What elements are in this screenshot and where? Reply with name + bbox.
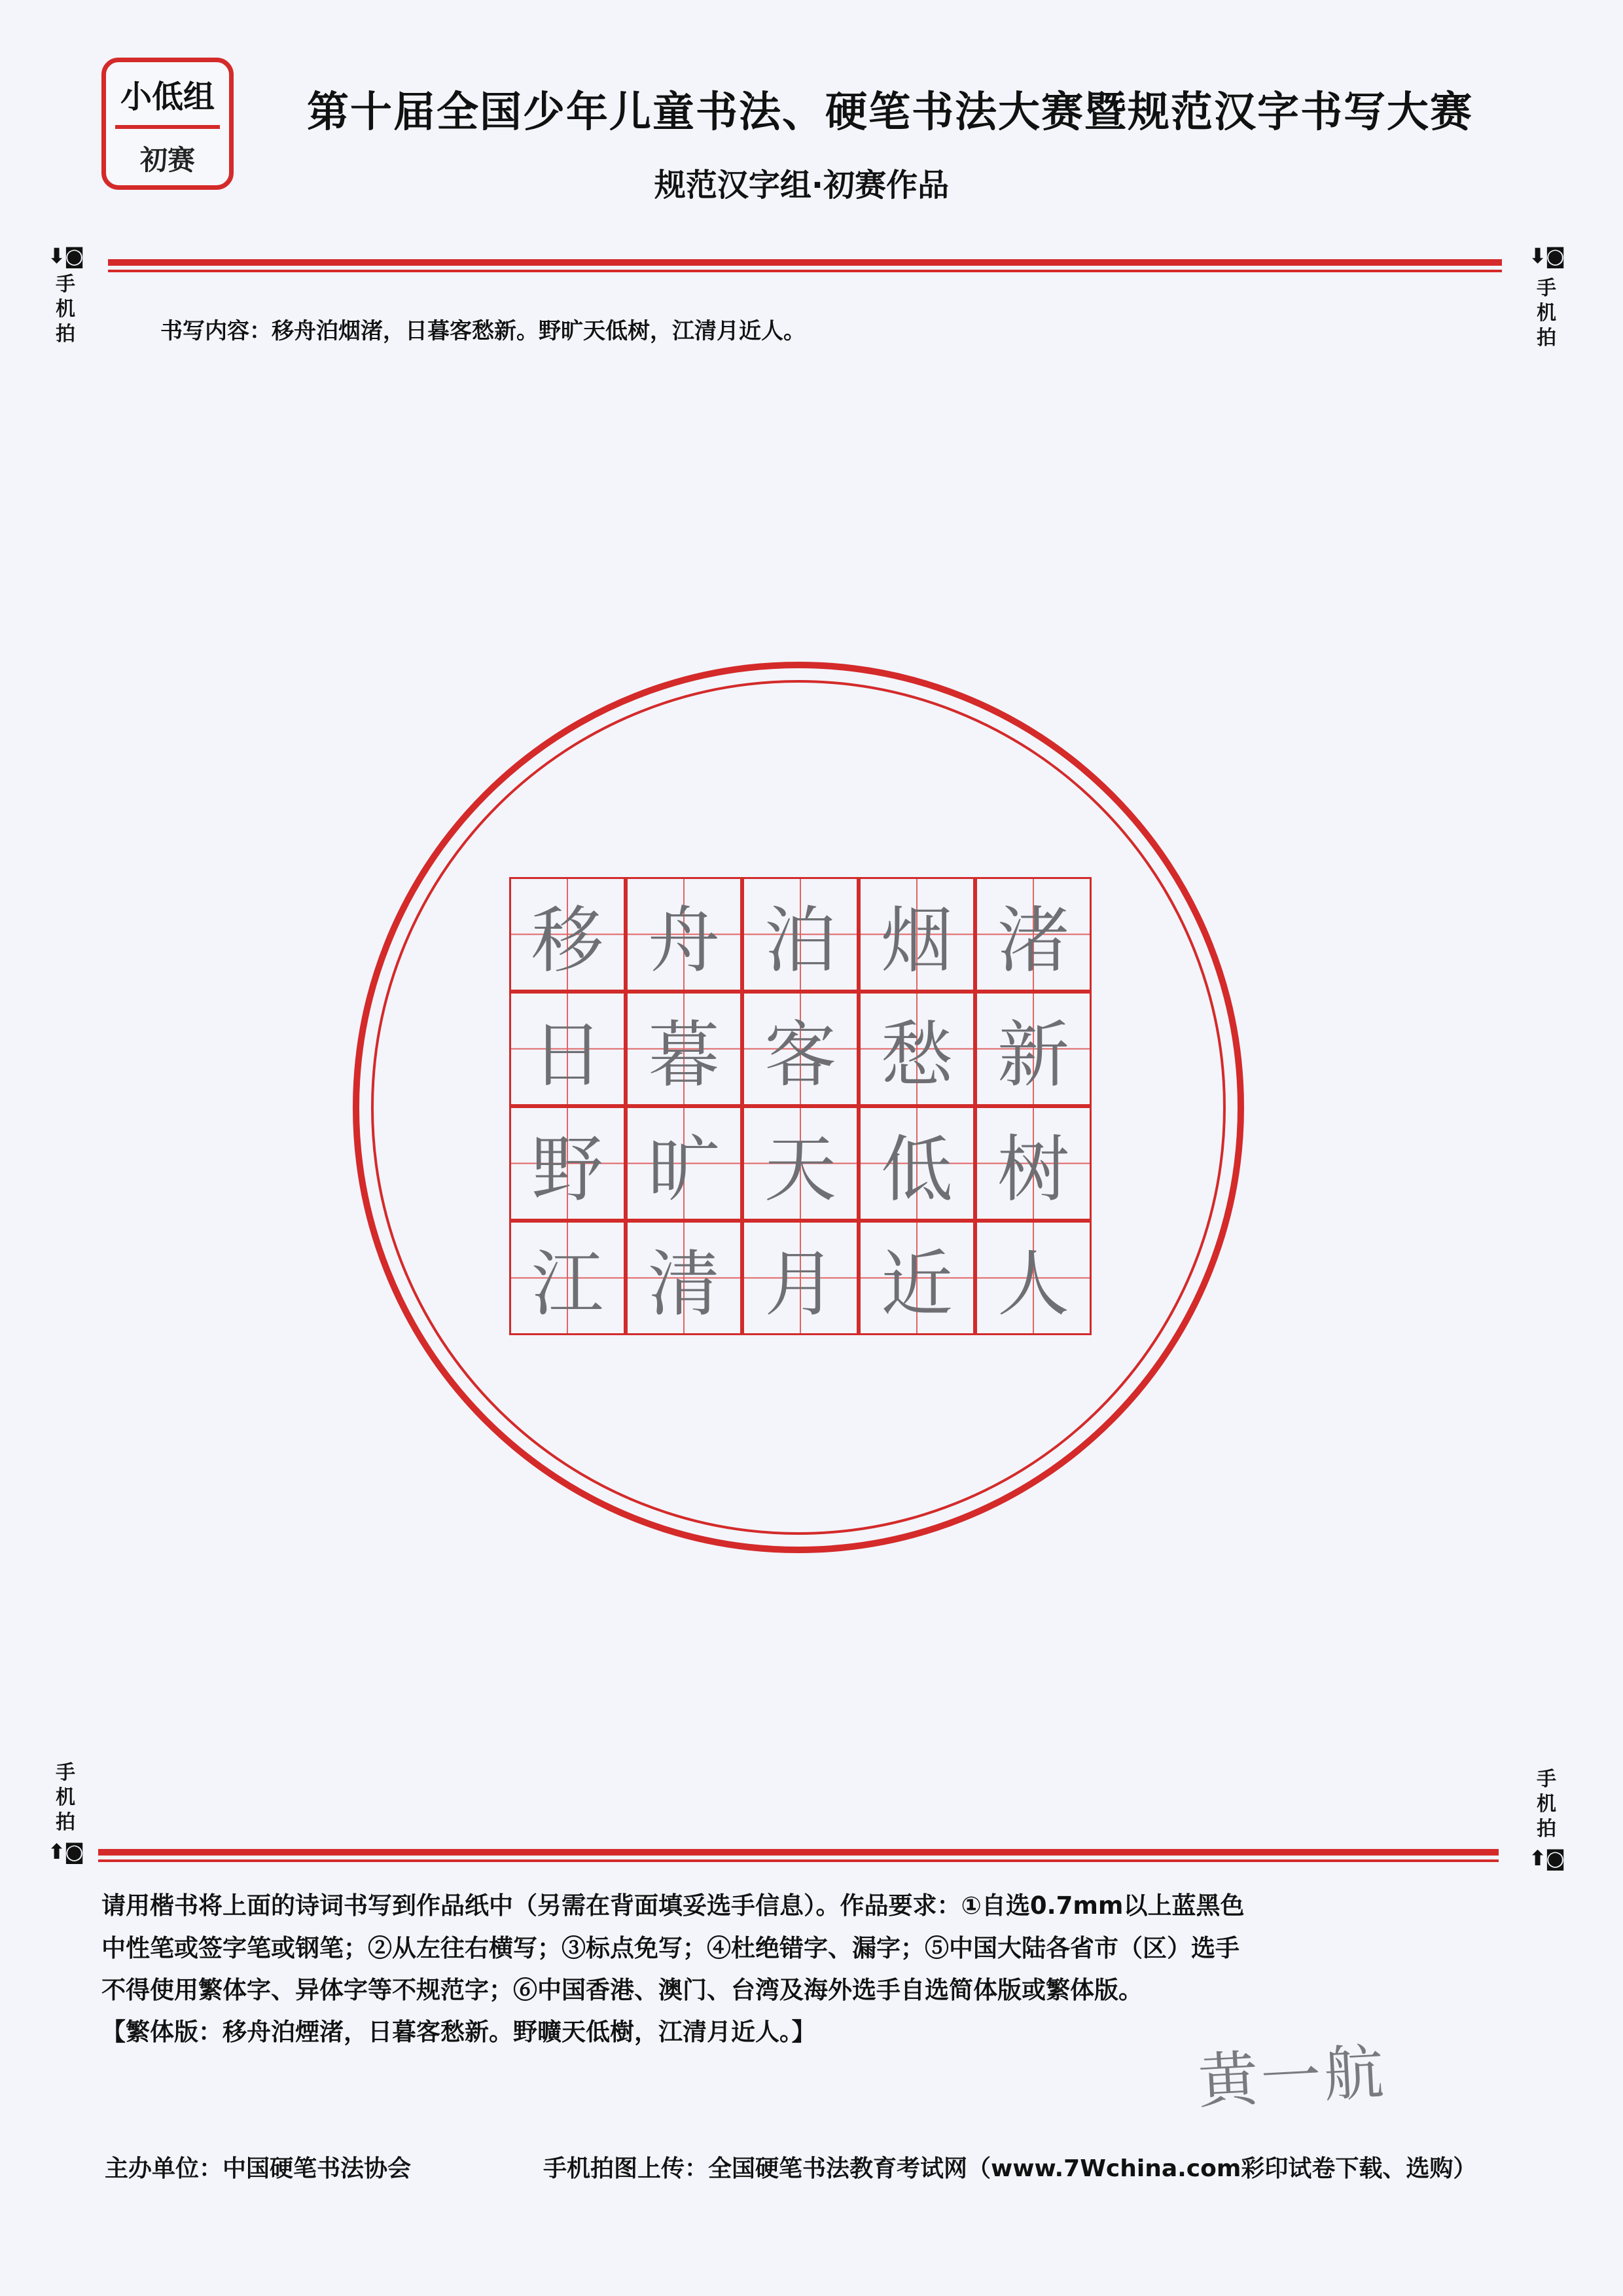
camera-arrow-up-icon: ⬆◙ (1529, 1846, 1564, 1871)
handwritten-character: 烟 (881, 898, 953, 982)
handwritten-signature: 黄一航 (1196, 2037, 1389, 2117)
grid-cell (742, 877, 859, 992)
handwritten-character: 舟 (648, 898, 720, 982)
handwritten-character: 渚 (997, 898, 1069, 982)
grid-cell (509, 1106, 626, 1221)
grid-cell (626, 877, 742, 992)
handwritten-character: 暮 (648, 1013, 720, 1097)
group-badge (101, 58, 234, 190)
grid-cell (509, 877, 626, 992)
badge-divider (115, 125, 220, 129)
handwritten-character: 移 (531, 898, 603, 982)
grid-cell (742, 1221, 859, 1335)
grid-cell (509, 992, 626, 1106)
instructions-line-3: 不得使用繁体字、异体字等不规范字；⑥中国香港、澳门、台湾及海外选手自选简体版或繁体版。 (101, 1975, 1143, 2004)
grid-cell (626, 1221, 742, 1335)
handwritten-character: 野 (531, 1127, 603, 1211)
grid-cell (626, 992, 742, 1106)
handwritten-character: 树 (997, 1127, 1069, 1211)
instructions-line-2: 中性笔或签字笔或钢笔；②从左往右横写；③标点免写；④杜绝错字、漏字；⑤中国大陆各省市（区）选手 (101, 1933, 1240, 1962)
handwritten-character: 泊 (764, 898, 836, 982)
photo-marker-bottom-right (1517, 1767, 1576, 1871)
grid-cell (742, 1106, 859, 1221)
grid-cell (859, 1106, 975, 1221)
grid-cell (975, 1221, 1092, 1335)
organizer-footer: 主办单位：中国硬笔书法协会 (105, 2155, 412, 2182)
camera-arrow-down-icon: ⬇◙ (1529, 243, 1564, 268)
grid-cell (859, 992, 975, 1106)
grid-cell (975, 1106, 1092, 1221)
handwritten-character: 客 (764, 1013, 836, 1097)
handwritten-character: 日 (531, 1013, 603, 1097)
handwritten-character: 天 (764, 1127, 836, 1211)
badge-round-label: 初赛 (139, 144, 195, 176)
handwritten-character: 清 (648, 1242, 720, 1326)
handwritten-character: 江 (531, 1242, 603, 1326)
writing-content-label: 书写内容： (160, 318, 272, 344)
bottom-red-rule (98, 1849, 1499, 1863)
handwritten-character: 低 (881, 1127, 953, 1211)
contest-title: 第十届全国少年儿童书法、硬笔书法大赛暨规范汉字书写大赛 (307, 88, 1473, 137)
arrow-down-camera-icon: ⬇◙ (48, 243, 83, 268)
handwritten-character: 人 (997, 1242, 1069, 1326)
badge-group-label: 小低组 (120, 78, 215, 115)
grid-cell (859, 1221, 975, 1335)
photo-marker-label: 手机拍 (56, 1761, 75, 1834)
photo-marker-label: 手机拍 (1537, 277, 1556, 350)
grid-cell (975, 992, 1092, 1106)
handwritten-character: 近 (881, 1242, 953, 1326)
grid-cell (859, 877, 975, 992)
grid-cell (509, 1221, 626, 1335)
handwritten-character: 旷 (648, 1127, 720, 1211)
photo-marker-label: 手机拍 (56, 273, 75, 346)
handwritten-character: 新 (997, 1013, 1069, 1097)
grid-cell (626, 1106, 742, 1221)
writing-grid (509, 877, 1092, 1335)
photo-marker-bottom-left (36, 1761, 95, 1864)
handwritten-character: 月 (764, 1242, 836, 1326)
photo-marker-label: 手机拍 (1537, 1768, 1556, 1840)
top-red-rule (108, 259, 1502, 274)
grid-cell (742, 992, 859, 1106)
grid-cell (975, 877, 1092, 992)
photo-marker-top-left (36, 243, 95, 347)
photo-marker-top-right (1517, 243, 1576, 351)
arrow-up-camera-icon: ⬆◙ (48, 1839, 83, 1864)
handwritten-character: 愁 (881, 1013, 953, 1097)
instructions-line-4: 【繁体版：移舟泊煙渚，日暮客愁新。野曠天低樹，江清月近人。】 (101, 2017, 816, 2046)
writing-content-line (160, 313, 806, 345)
writing-content-text: 移舟泊烟渚，日暮客愁新。野旷天低树，江清月近人。 (272, 318, 806, 344)
upload-footer: 手机拍图上传：全国硬笔书法教育考试网（www.7Wchina.com彩印试卷下载、选购） (543, 2155, 1477, 2182)
contest-subtitle: 规范汉字组·初赛作品 (654, 167, 950, 204)
instructions-line-1: 请用楷书将上面的诗词书写到作品纸中（另需在背面填妥选手信息）。作品要求：①自选0.7mm以上蓝黑色 (101, 1892, 1245, 1920)
